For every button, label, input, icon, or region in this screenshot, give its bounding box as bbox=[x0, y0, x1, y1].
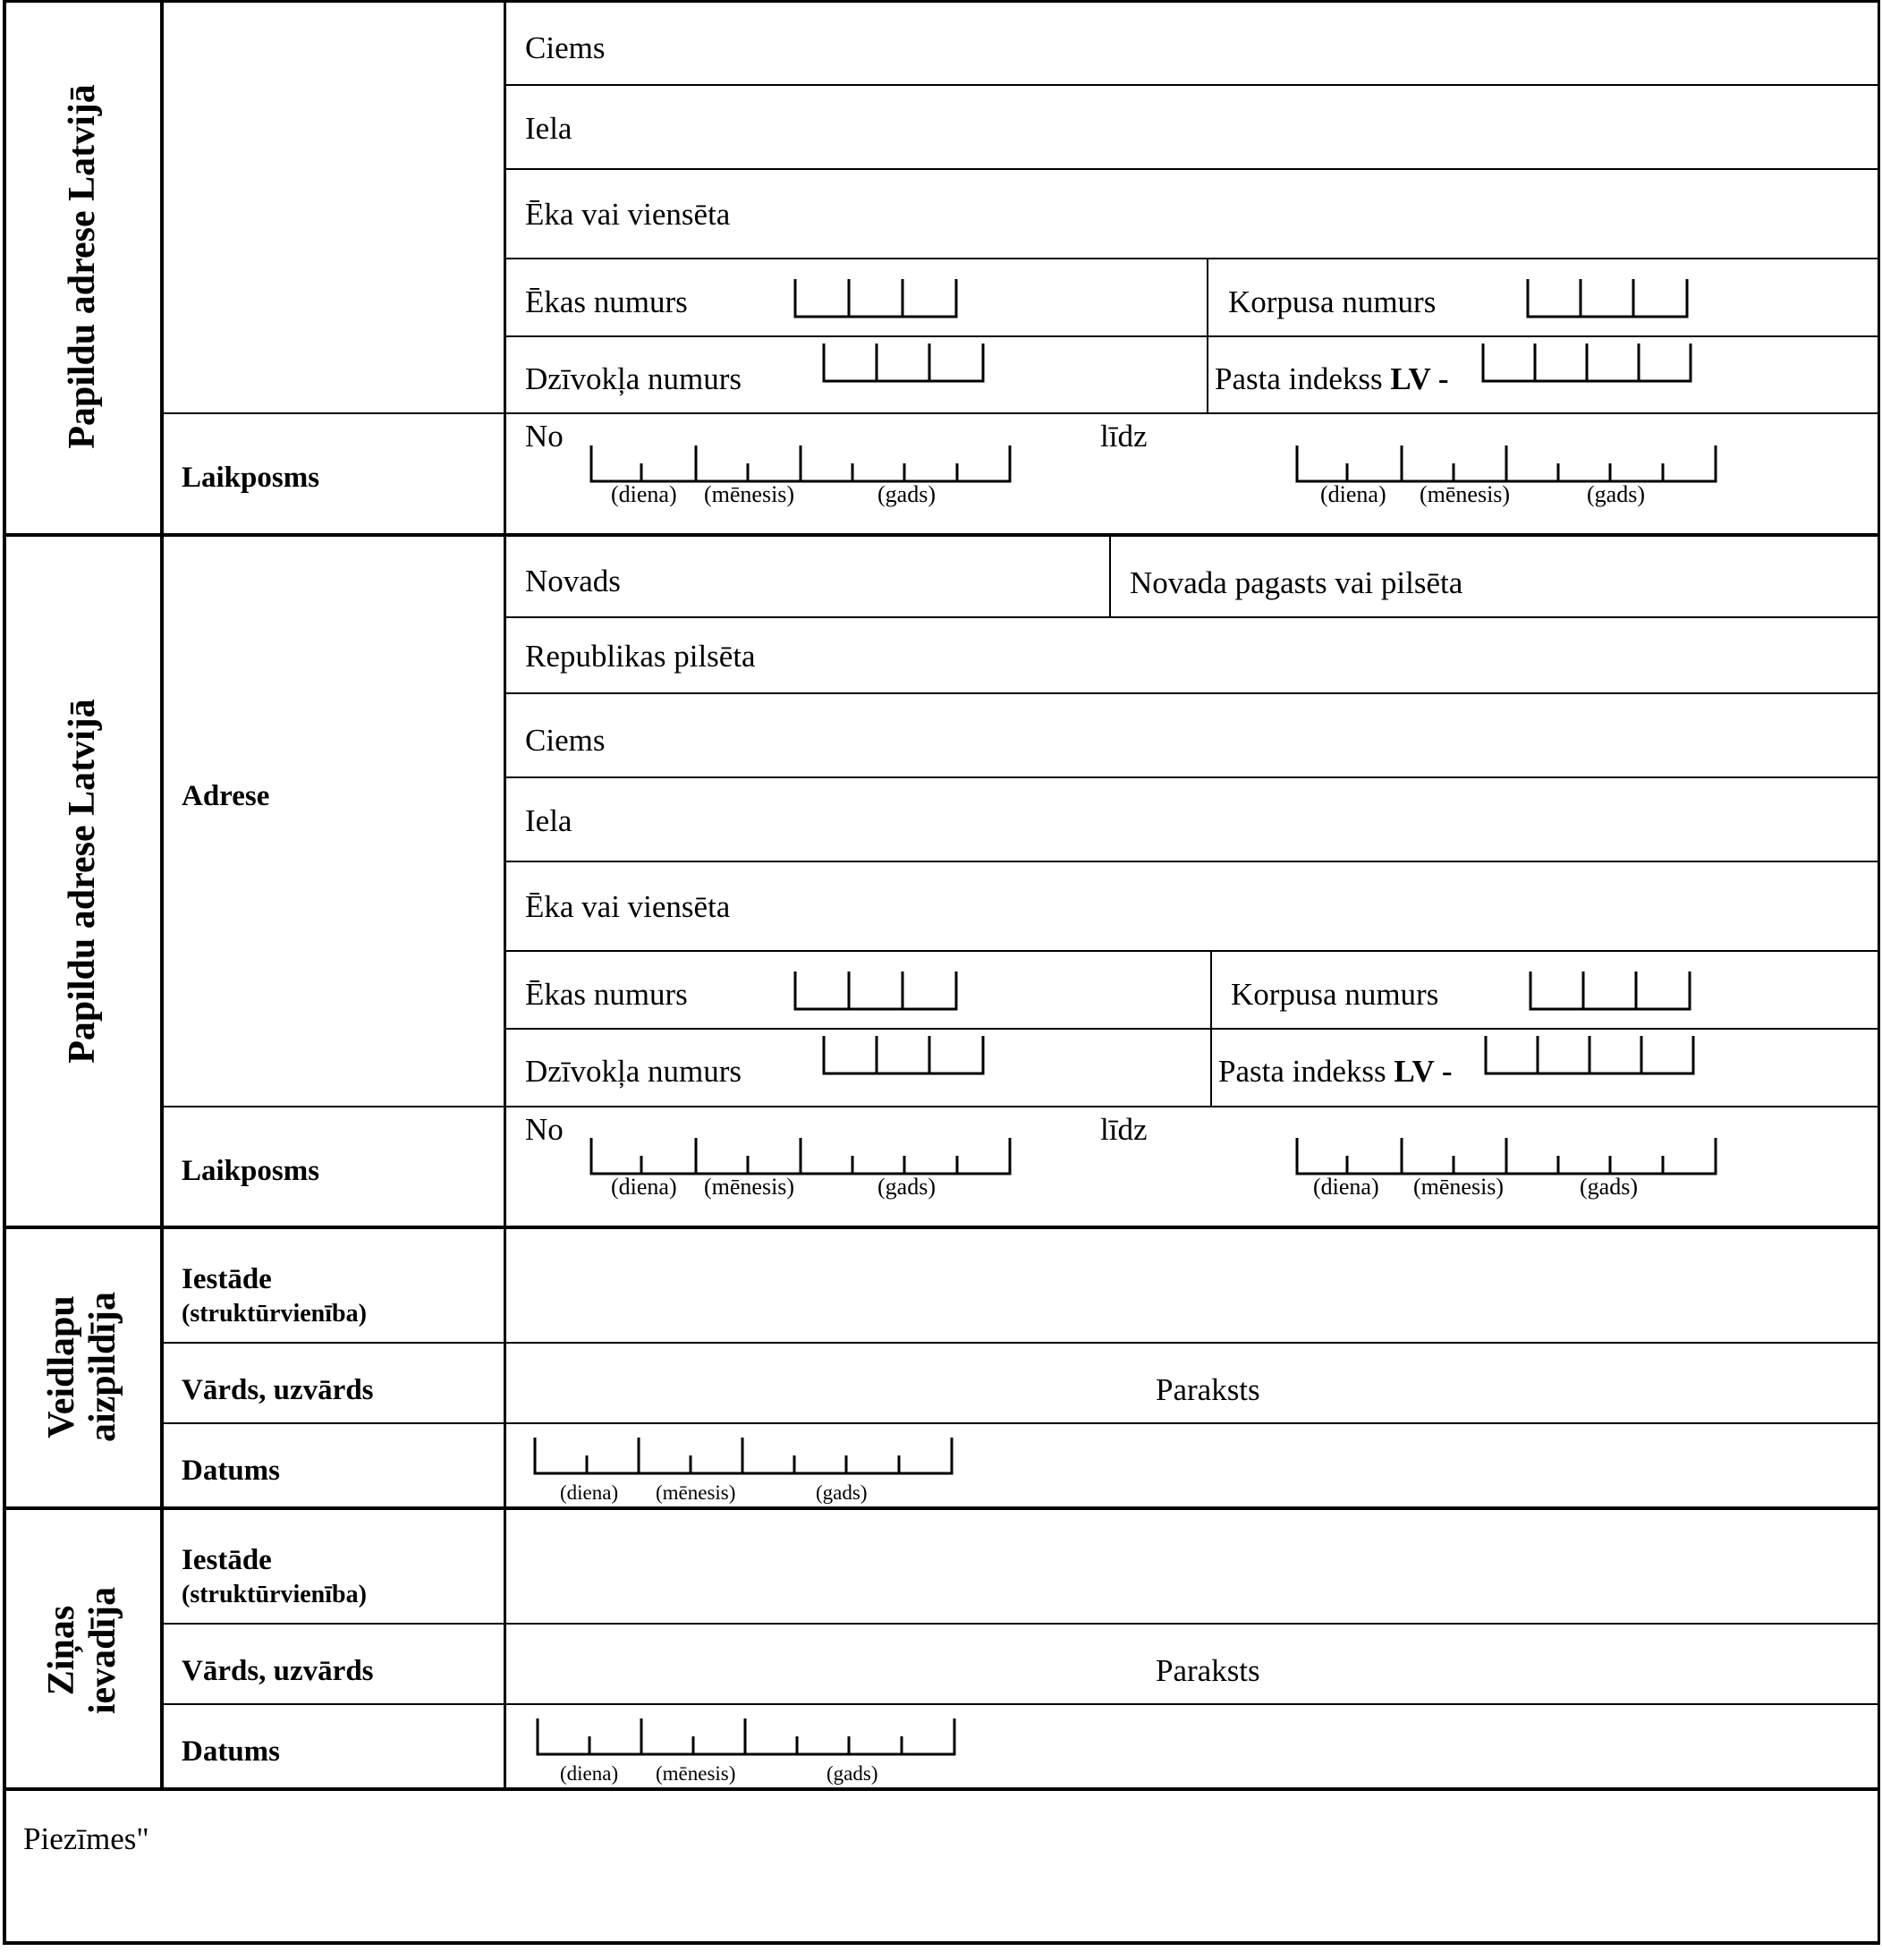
period-to-date-boxes[interactable] bbox=[1295, 1136, 1717, 1175]
field-ekas-numurs-label: Ēkas numurs bbox=[525, 284, 688, 319]
field-korpusa-numurs-label: Korpusa numurs bbox=[1228, 284, 1437, 319]
iestade-input[interactable] bbox=[514, 1235, 1869, 1335]
datums-date-boxes[interactable] bbox=[533, 1436, 954, 1475]
paraksts-input[interactable] bbox=[1288, 1630, 1869, 1698]
field-korpusa-numurs-label: Korpusa numurs bbox=[1231, 977, 1439, 1012]
period-from-date-boxes[interactable] bbox=[589, 1136, 1012, 1175]
adrese-label: Adrese bbox=[182, 780, 270, 812]
dzivokla-numurs-boxes[interactable] bbox=[822, 1034, 985, 1075]
laikposms-label: Laikposms bbox=[182, 462, 320, 494]
field-pasta-indekss-label: Pasta indekss LV - bbox=[1215, 361, 1449, 396]
caption-gads: (gads) bbox=[1580, 1174, 1638, 1200]
period-to-label: līdz bbox=[1100, 1112, 1148, 1147]
paraksts-input[interactable] bbox=[1288, 1349, 1869, 1417]
field-eka-label: Ēka vai viensēta bbox=[525, 197, 731, 232]
korpusa-numurs-boxes[interactable] bbox=[1529, 970, 1691, 1011]
section-title: Papildu adrese Latvijā bbox=[61, 699, 103, 1064]
caption-gads: (gads) bbox=[816, 1481, 868, 1504]
caption-menesis: (mēnesis) bbox=[704, 1174, 795, 1200]
pasta-indekss-boxes[interactable] bbox=[1481, 342, 1692, 383]
section-title: Papildu adrese Latvijā bbox=[61, 84, 103, 449]
piezimes-input[interactable] bbox=[18, 1861, 1869, 1932]
datums-label: Datums bbox=[182, 1735, 281, 1768]
caption-diena: (diena) bbox=[1320, 481, 1386, 507]
field-novads-input[interactable] bbox=[680, 542, 1100, 610]
ekas-numurs-boxes[interactable] bbox=[793, 277, 958, 318]
vards-uzvards-label: Vārds, uzvārds bbox=[182, 1655, 374, 1687]
field-ciems-input[interactable] bbox=[778, 9, 1869, 77]
period-to-label: līdz bbox=[1100, 419, 1148, 454]
caption-diena: (diena) bbox=[611, 481, 677, 507]
field-iela-input[interactable] bbox=[778, 782, 1869, 853]
field-novada-pagasts-label: Novada pagasts vai pilsēta bbox=[1130, 565, 1463, 600]
iestade-label: Iestāde (struktūrvienība) bbox=[182, 1544, 367, 1609]
caption-menesis: (mēnesis) bbox=[704, 481, 795, 507]
caption-diena: (diena) bbox=[560, 1481, 619, 1504]
paraksts-label: Paraksts bbox=[1156, 1653, 1260, 1688]
laikposms-label: Laikposms bbox=[182, 1155, 320, 1187]
field-ciems-label: Ciems bbox=[525, 30, 606, 65]
field-novads-label: Novads bbox=[525, 564, 621, 598]
ekas-numurs-boxes[interactable] bbox=[793, 970, 958, 1011]
field-dzivokla-numurs-label: Dzīvokļa numurs bbox=[525, 1054, 742, 1089]
period-to-date-boxes[interactable] bbox=[1295, 444, 1717, 483]
field-ciems-label: Ciems bbox=[525, 723, 606, 758]
section-title: Ziņas ievadīja bbox=[40, 1586, 123, 1715]
field-pasta-indekss-label: Pasta indekss LV - bbox=[1218, 1054, 1453, 1089]
section-title: Veidlapu aizpildīja bbox=[40, 1291, 123, 1443]
field-ciems-input[interactable] bbox=[778, 700, 1869, 769]
vards-uzvards-input[interactable] bbox=[514, 1349, 1140, 1417]
field-iela-input[interactable] bbox=[778, 89, 1869, 161]
field-ekas-numurs-label: Ēkas numurs bbox=[525, 977, 688, 1012]
datums-label: Datums bbox=[182, 1455, 281, 1487]
caption-diena: (diena) bbox=[611, 1174, 677, 1200]
caption-diena: (diena) bbox=[560, 1762, 619, 1785]
field-republikas-pilseta-input[interactable] bbox=[787, 623, 1869, 685]
iestade-label: Iestāde (struktūrvienība) bbox=[182, 1263, 367, 1328]
caption-gads: (gads) bbox=[1587, 481, 1645, 507]
field-iela-label: Iela bbox=[525, 803, 572, 838]
caption-menesis: (mēnesis) bbox=[1420, 481, 1511, 507]
caption-gads: (gads) bbox=[877, 481, 936, 507]
caption-gads: (gads) bbox=[827, 1762, 878, 1785]
dzivokla-numurs-boxes[interactable] bbox=[822, 342, 985, 383]
field-iela-label: Iela bbox=[525, 111, 572, 146]
field-eka-label: Ēka vai viensēta bbox=[525, 889, 731, 924]
field-republikas-pilseta-label: Republikas pilsēta bbox=[525, 639, 756, 674]
period-from-date-boxes[interactable] bbox=[589, 444, 1012, 483]
period-from-label: No bbox=[525, 419, 564, 454]
caption-menesis: (mēnesis) bbox=[1413, 1174, 1505, 1200]
caption-menesis: (mēnesis) bbox=[656, 1481, 736, 1504]
field-eka-input[interactable] bbox=[778, 175, 1869, 250]
caption-menesis: (mēnesis) bbox=[656, 1762, 736, 1785]
caption-diena: (diena) bbox=[1313, 1174, 1379, 1200]
iestade-input[interactable] bbox=[514, 1515, 1869, 1616]
caption-gads: (gads) bbox=[877, 1174, 936, 1200]
period-from-label: No bbox=[525, 1112, 564, 1147]
pasta-indekss-boxes[interactable] bbox=[1484, 1034, 1695, 1075]
field-eka-input[interactable] bbox=[778, 868, 1869, 943]
field-novada-pagasts-input[interactable] bbox=[1494, 542, 1869, 610]
piezimes-label: Piezīmes" bbox=[23, 1821, 149, 1856]
vards-uzvards-input[interactable] bbox=[514, 1630, 1140, 1698]
korpusa-numurs-boxes[interactable] bbox=[1526, 277, 1689, 318]
vards-uzvards-label: Vārds, uzvārds bbox=[182, 1374, 374, 1406]
datums-date-boxes[interactable] bbox=[536, 1717, 956, 1756]
paraksts-label: Paraksts bbox=[1156, 1372, 1260, 1407]
field-dzivokla-numurs-label: Dzīvokļa numurs bbox=[525, 361, 742, 396]
